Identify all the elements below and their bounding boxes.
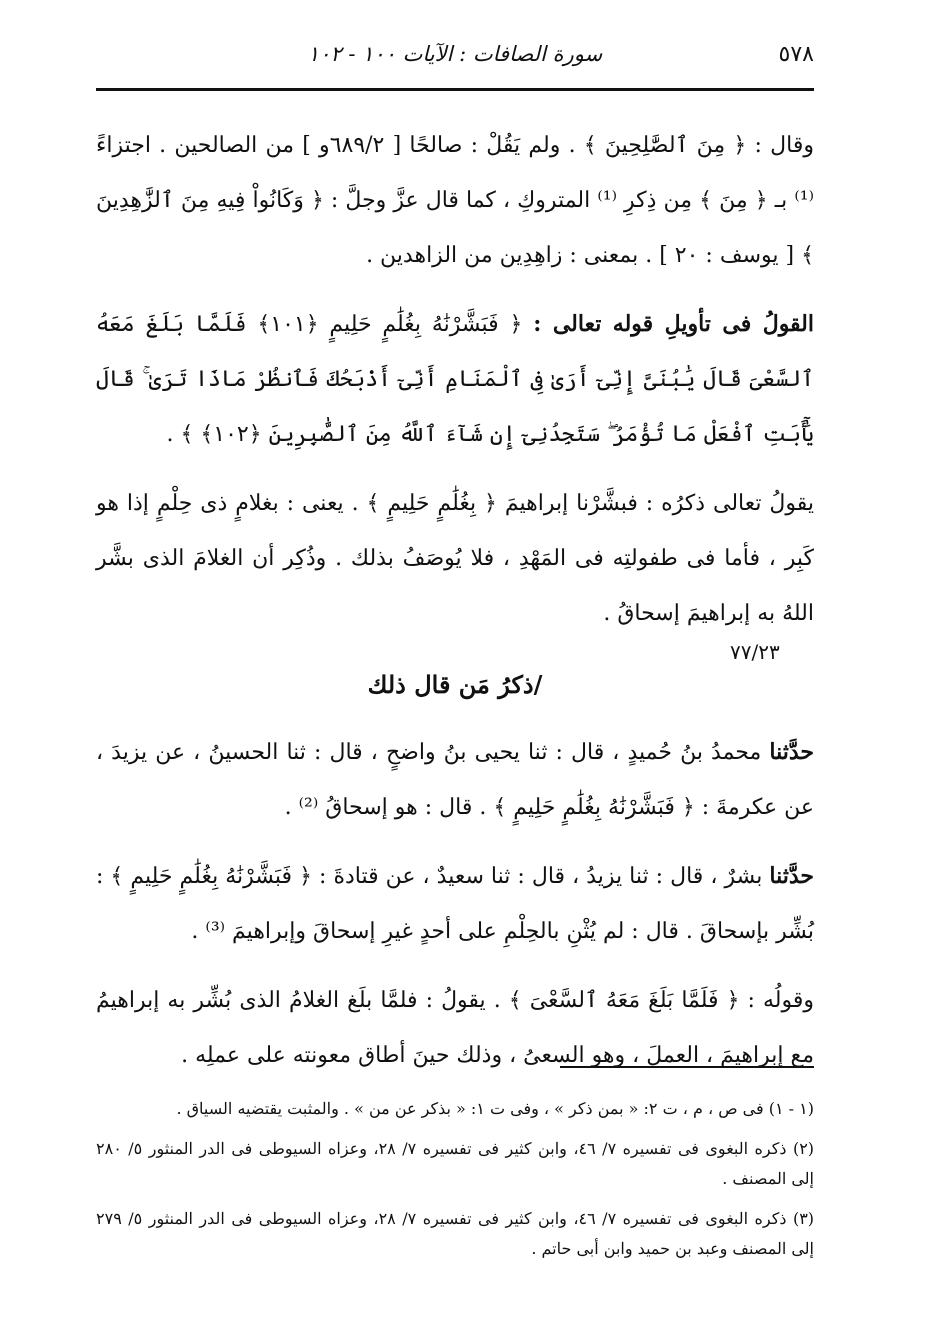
quran-verse-text: ﴿ فَبَشَّرْنَٰهُ بِغُلَٰمٍ حَلِيمٍ ﴿١٠١﴾ فَلَمَّا بَلَغَ مَعَهُ ٱلسَّعْىَ قَالَ يَٰبُنَىَّ إِنِّىٓ أَرَىٰ فِى ٱلْمَنَامِ أَنِّىٓ أَذْبَحُكَ فَٱنظُرْ مَاذَا تَرَىٰ ۚ قَالَ يَٰٓأَبَتِ ٱفْعَلْ مَا تُؤْمَرُ ۖ سَتَجِدُنِىٓ إِن شَآءَ ٱللَّهُ مِنَ ٱلصَّٰبِرِينَ ﴿١٠٢﴾ ﴾ .: [96, 312, 814, 447]
margin-reference: ٧٧/٢٣: [730, 640, 780, 664]
main-text: [96, 118, 814, 1097]
paragraph-5-text: بشرٌ ، قال : ثنا يزيدُ ، قال : ثنا سعيدٌ ، عن قتادةَ : ﴿ فَبَشَّرْنَٰهُ بِغُلَٰمٍ حَلِيمٍ ﴾ : بُشِّر بإسحاقَ . قال : لم يُثْنِ بالحِلْمِ على أحدٍ غيرِ إسحاقَ وإبراهيمَ ⁽³⁾ .: [96, 864, 814, 944]
header-rule: [96, 88, 814, 91]
page-number: ٥٧٨: [778, 42, 814, 67]
footnote-2: (٢) ذكره البغوى فى تفسيره ٧/ ٤٦، وابن كثير فى تفسيره ٧/ ٢٨، وعزاه السيوطى فى الدر المنثور ٥/ ٢٨٠ إلى المصنف .: [96, 1139, 815, 1188]
paragraph-4-lead: حدَّثنا: [769, 739, 814, 765]
paragraph-2: [96, 297, 814, 462]
section-heading-row: [96, 663, 814, 707]
running-title: سورة الصافات : الآيات ١٠٠ - ١٠٢: [307, 42, 603, 66]
paragraph-2-lead: القولُ فى تأويلِ قوله تعالى :: [533, 311, 814, 337]
paragraph-3: يقولُ تعالى ذكرُه : فبشَّرْنا إبراهيمَ ﴿ بِغُلَٰمٍ حَلِيمٍ ﴾ . يعنى : بغلامٍ ذى حِلْمٍ إذا هو كَبِر ، فأما فى طفولتِه فى المَهْدِ ، فلا يُوصَفُ بذلك . وذُكِر أن الغلامَ الذى بشَّر اللهُ به إبراهيمَ إسحاقُ .: [96, 491, 814, 626]
paragraph-6: وقولُه : ﴿ فَلَمَّا بَلَغَ مَعَهُ ٱلسَّعْىَ ﴾ . يقولُ : فلمَّا بلَغ الغلامُ الذى بُشِّر به إبراهيمُ مع إبراهيمَ ، العملَ ، وهو السعىُ ، وذلك حينَ أطاق معونته على عملِه .: [96, 988, 814, 1068]
footnote-rule: [560, 1066, 814, 1068]
footnote-1: (١ - ١) فى ص ، م ، ت ٢: « بمن ذكر » ، وفى ت ١: « بذكر عن من » . والمثبت يقتضيه السياق .: [176, 1099, 814, 1118]
footnotes: [96, 1094, 814, 1274]
page-header: [96, 40, 814, 80]
paragraph-5-lead: حدَّثنا: [769, 863, 814, 889]
paragraph-1: وقال : ﴿ مِنَ ٱلصَّٰلِحِينَ ﴾ . ولم يَقُلْ : صالحًا [ ٦٨٩/٢و ] من الصالحين . اجتزاءً ⁽¹⁾ بـ ﴿ مِنَ ﴾ مِن ذِكرِ ⁽¹⁾ المتروكِ ، كما قال عزَّ وجلَّ : ﴿ وَكَانُواْ فِيهِ مِنَ ٱلزَّٰهِدِينَ ﴾ [ يوسف : ٢٠ ] . بمعنى : زاهِدِين من الزاهدين .: [96, 133, 815, 268]
paragraph-4-text: محمدُ بنُ حُميدٍ ، قال : ثنا يحيى بنُ واضحٍ ، قال : ثنا الحسينُ ، عن يزيدَ ، عن عكرمةَ : ﴿ فَبَشَّرْنَٰهُ بِغُلَٰمٍ حَلِيمٍ ﴾ . قال : هو إسحاقُ ⁽²⁾ .: [96, 740, 814, 820]
footnote-3: (٣) ذكره البغوى فى تفسيره ٧/ ٤٦، وابن كثير فى تفسيره ٧/ ٢٨، وعزاه السيوطى فى الدر المنثور ٥/ ٢٧٩ إلى المصنف وعبد بن حميد وابن أبى حاتم .: [96, 1209, 815, 1258]
section-heading: /ذكرُ مَن قال ذلك: [367, 670, 543, 699]
paragraph-5: [96, 849, 814, 959]
paragraph-4: [96, 725, 814, 835]
